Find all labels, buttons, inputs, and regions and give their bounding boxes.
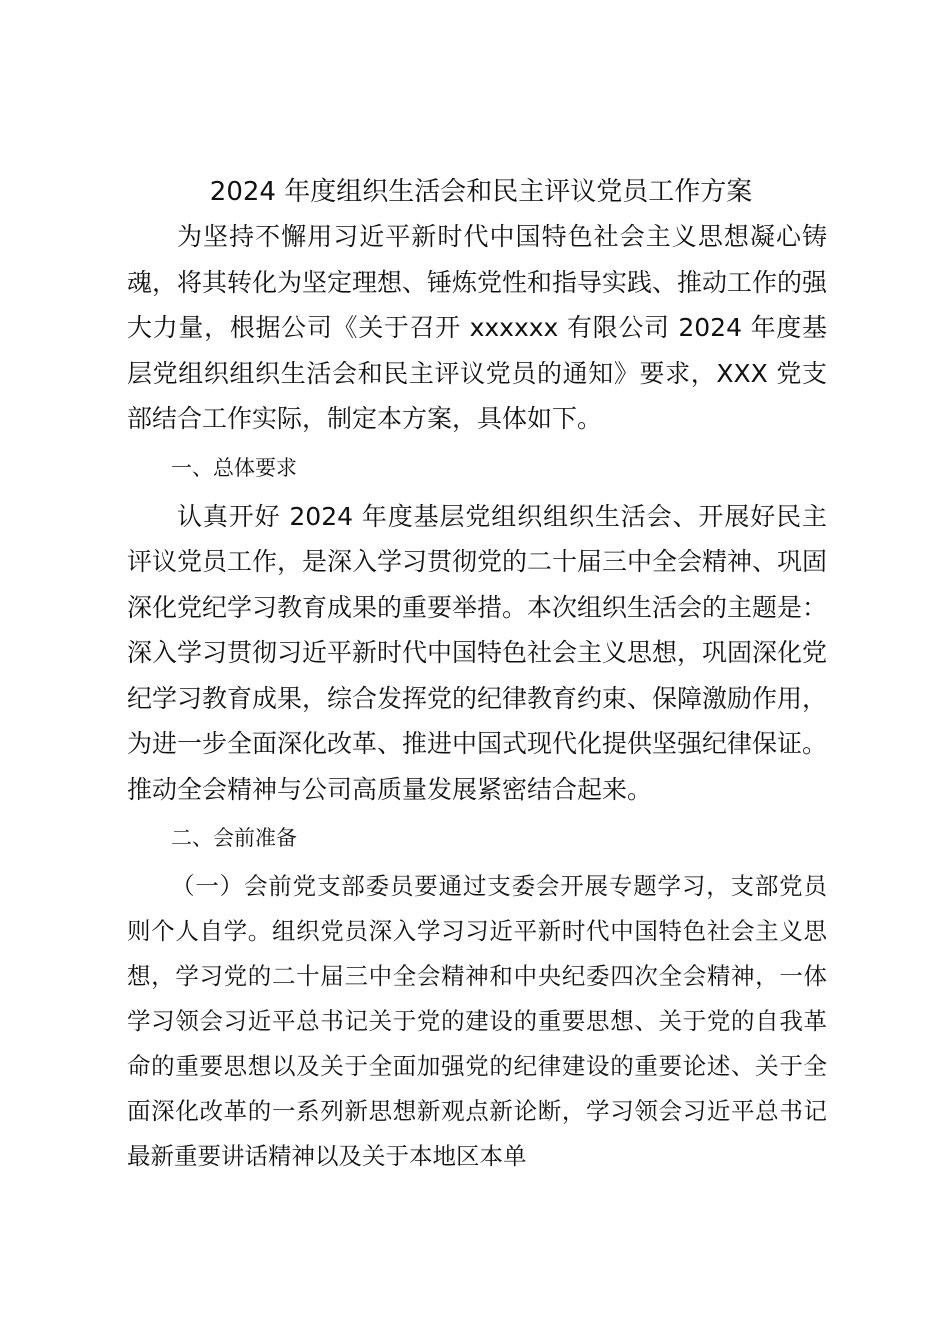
section-2-item-1-paragraph: （一）会前党支部委员要通过支委会开展专题学习，支部党员则个人自学。组织党员深入学习习近平新时代中国特色社会主义思想，学习党的二十届三中全会精神和中央纪委四次全会精神，一体学习领会习近平总书记关于党的建设的重要思想、关于党的自我革命的重要思想以及关于全面加强党的纪律建设的重要论述、关于全面深化改革的一系列新思想新观点新论断，学习领会习近平总书记最新重要讲话精神以及关于本地区本单	[127, 872, 827, 1170]
document-page	[127, 170, 827, 1179]
section-1-heading: 一、总体要求	[171, 455, 297, 480]
intro-paragraph: 为坚持不懈用习近平新时代中国特色社会主义思想凝心铸魂，将其转化为坚定理想、锤炼党性和指导实践、推动工作的强大力量，根据公司《关于召开 xxxxxx 有限公司 2024 年度基层党组织组织生活会和民主评议党员的通知》要求，XXX 党支部结合工作实际，制定本方案，具体如下。	[127, 222, 828, 433]
section-2-heading: 二、会前准备	[171, 826, 297, 850]
document-title: 2024 年度组织生活会和民主评议党员工作方案	[209, 177, 753, 207]
section-1-paragraph: 认真开好 2024 年度基层党组织组织生活会、开展好民主评议党员工作，是深入学习贯彻党的二十届三中全会精神、巩固深化党纪学习教育成果的重要举措。本次组织生活会的主题是：深入学习贯彻习近平新时代中国特色社会主义思想，巩固深化党纪学习教育成果，综合发挥党的纪律教育约束、保障激励作用，为进一步全面深化改革、推进中国式现代化提供坚强纪律保证。推动全会精神与公司高质量发展紧密结合起来。	[127, 501, 828, 804]
